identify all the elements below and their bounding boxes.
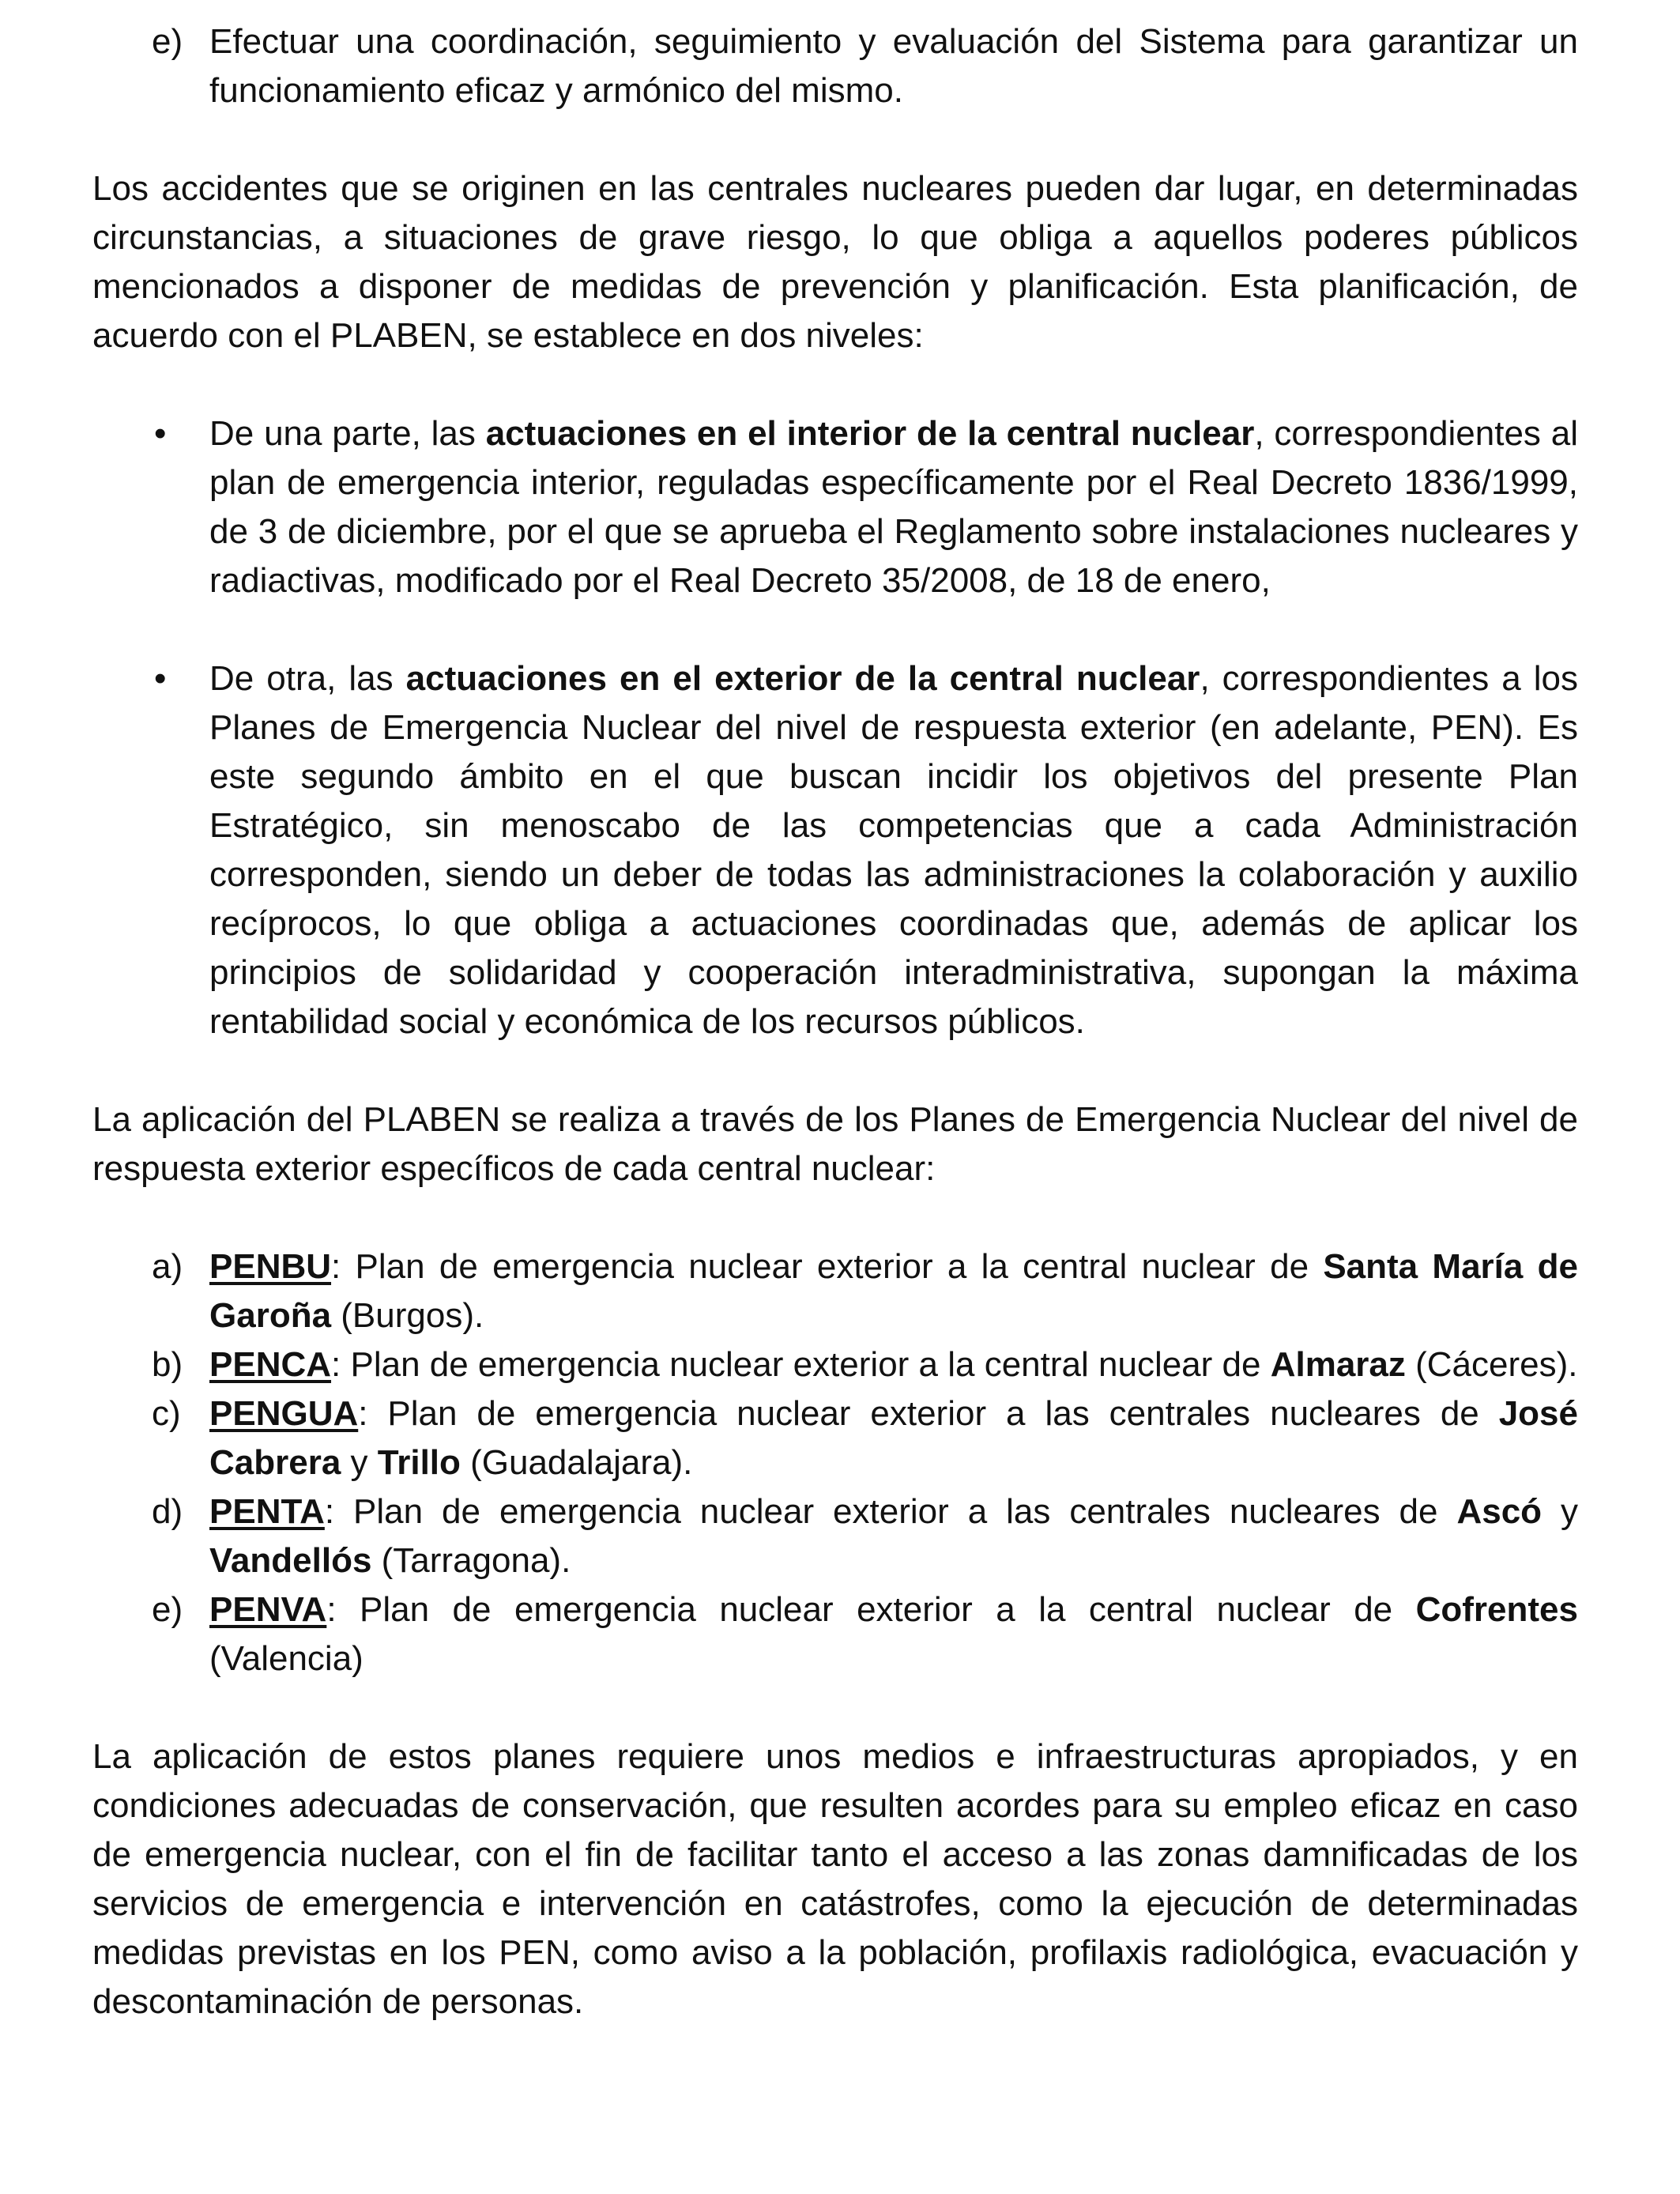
bullet-bold-text: actuaciones en el exterior de la central nuclear — [405, 659, 1200, 698]
plan-code: PENGUA — [209, 1394, 359, 1433]
plan-text: : Plan de emergencia nuclear exterior a la central nuclear de — [326, 1590, 1416, 1629]
plan-site-secondary: Vandellós — [209, 1541, 372, 1580]
plan-site: Cofrentes — [1415, 1590, 1578, 1629]
plan-text: : Plan de emergencia nuclear exterior a la central nuclear de — [331, 1345, 1271, 1384]
bullet-bold-text: actuaciones en el interior de la central nuclear — [485, 414, 1255, 453]
plan-site: José Cabrera — [209, 1394, 1578, 1482]
plan-text: : Plan de emergencia nuclear exterior a la central nuclear de — [331, 1247, 1324, 1286]
plan-region: (Guadalajara). — [460, 1443, 693, 1482]
plan-code: PENTA — [209, 1492, 325, 1531]
list-marker: e) — [152, 1590, 183, 1629]
plan-code: PENVA — [209, 1590, 327, 1629]
plan-region: (Tarragona). — [371, 1541, 571, 1580]
list-item-text: Efectuar una coordinación, seguimiento y evaluación del Sistema para garantizar un funcionamiento eficaz y armónico del mismo. — [209, 22, 1578, 110]
list-marker: d) — [152, 1492, 183, 1531]
plan-item-pengua — [92, 1389, 1578, 1487]
plan-site-secondary: Trillo — [377, 1443, 461, 1482]
bullet-item-exterior — [92, 654, 1578, 1046]
list-marker: b) — [152, 1345, 183, 1384]
plan-site: Almaraz — [1270, 1345, 1406, 1384]
plan-site: Santa María de Garoña — [209, 1247, 1578, 1335]
plan-site: Ascó — [1456, 1492, 1543, 1531]
plan-joiner: y — [1542, 1492, 1578, 1531]
plan-joiner: y — [341, 1443, 378, 1482]
plan-region: (Valencia) — [209, 1639, 363, 1678]
list-marker: c) — [152, 1394, 181, 1433]
paragraph-accidents: Los accidentes que se originen en las centrales nucleares pueden dar lugar, en determinadas circunstancias, a situaciones de grave riesgo, lo que obliga a aquellos poderes públicos mencionados a disponer de medidas de prevención y planificación. Esta planificación, de acuerdo con el PLABEN, se establece en dos niveles: — [92, 169, 1578, 355]
plan-item-penta — [92, 1487, 1578, 1585]
paragraph-plaben-application: La aplicación del PLABEN se realiza a través de los Planes de Emergencia Nuclear del nivel de respuesta exterior específicos de cada central nuclear: — [92, 1100, 1578, 1188]
plan-code: PENCA — [209, 1345, 332, 1384]
plans-list — [92, 1242, 1578, 1683]
plan-text: : Plan de emergencia nuclear exterior a las centrales nucleares de — [358, 1394, 1499, 1433]
plan-region: (Cáceres). — [1405, 1345, 1578, 1384]
plan-text: : Plan de emergencia nuclear exterior a las centrales nucleares de — [324, 1492, 1457, 1531]
bullet-icon: • — [154, 659, 167, 698]
bullet-text-after: , correspondientes al plan de emergencia interior, reguladas específicamente por el Real Decreto 1836/1999, de 3 de diciembre, por el que se aprueba el Reglamento sobre instalaciones nucleares y radiactivas, modificado por el Real Decreto 35/2008, de 18 de enero, — [209, 414, 1578, 600]
bullet-text-after: , correspondientes a los Planes de Emergencia Nuclear del nivel de respuesta exterior (en adelante, PEN). Es este segundo ámbito en el que buscan incidir los objetivos del presente Plan Estratégico, sin menoscabo de las competencias que a cada Administración corresponden, siendo un deber de todas las administraciones la colaboración y auxilio recíprocos, lo que obliga a actuaciones coordinadas que, además de aplicar los principios de solidaridad y cooperación interadministrativa, supongan la máxima rentabilidad social y económica de los recursos públicos. — [209, 659, 1578, 1041]
list-marker: e) — [152, 22, 183, 61]
bullet-icon: • — [154, 414, 167, 453]
plan-code: PENBU — [209, 1247, 332, 1286]
bullet-text-before: De otra, las — [209, 659, 406, 698]
plan-item-penca — [92, 1340, 1578, 1389]
document-page — [92, 17, 1578, 2026]
plan-region: (Burgos). — [331, 1296, 484, 1335]
bullet-item-interior — [92, 409, 1578, 605]
plan-item-penva — [92, 1585, 1578, 1683]
bullet-text-before: De una parte, las — [209, 414, 486, 453]
plan-item-penbu — [92, 1242, 1578, 1340]
intro-list-item — [92, 17, 1578, 115]
list-marker: a) — [152, 1247, 183, 1286]
paragraph-infrastructure: La aplicación de estos planes requiere unos medios e infraestructuras apropiados, y en condiciones adecuadas de conservación, que resulten acordes para su empleo eficaz en caso de emergencia nuclear, con el fin de facilitar tanto el acceso a las zonas damnificadas de los servicios de emergencia e intervención en catástrofes, como la ejecución de determinadas medidas previstas en los PEN, como aviso a la población, profilaxis radiológica, evacuación y descontaminación de personas. — [92, 1737, 1578, 2021]
